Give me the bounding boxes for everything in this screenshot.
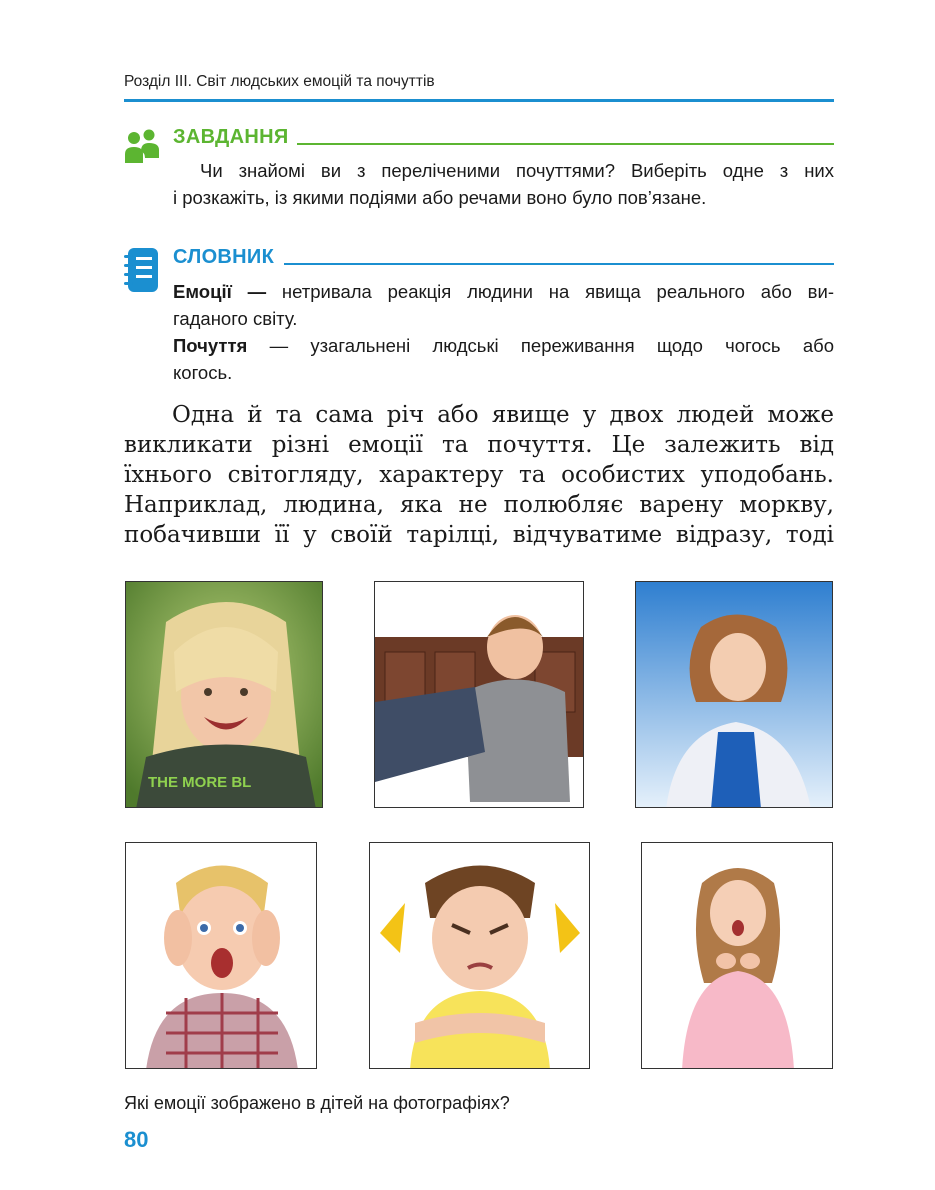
- term-emotions: Емоції —: [173, 281, 267, 302]
- angry-girl-illustration: [370, 843, 590, 1069]
- excited-girl-illustration: [642, 843, 833, 1069]
- photo-superhero-girl: [635, 581, 833, 808]
- task-line-2: і розкажіть, із якими подіями або речами воно було пов’язане.: [173, 187, 707, 208]
- photo-angry-girl: [369, 842, 590, 1069]
- definition-feelings-1: — узагальнені людські переживання щодо чогось або: [269, 335, 834, 356]
- definition-emotions-2: гаданого світу.: [173, 308, 298, 329]
- shirt-print: THE MORE BL: [148, 774, 252, 791]
- people-group-icon: [124, 128, 160, 164]
- chapter-header: Розділ ІІІ. Світ людських емоцій та почуттів: [124, 73, 435, 90]
- paragraph-line-4: Наприклад, людина, яка не полюбляє варену моркву,: [124, 492, 834, 518]
- dictionary-entry-1: [173, 278, 834, 305]
- shocked-boy-illustration: [126, 843, 317, 1069]
- paragraph-line-3: їхнього світогляду, характеру та особистих уподобань.: [124, 462, 834, 488]
- dictionary-title: СЛОВНИК: [173, 246, 275, 268]
- sulking-boy-illustration: [375, 582, 584, 808]
- dictionary-title-rule: [284, 263, 834, 265]
- dictionary-text: [173, 278, 834, 386]
- main-paragraph: [124, 400, 834, 550]
- paragraph-line-1: Одна й та сама річ або явище у двох людей може: [172, 402, 834, 428]
- paragraph-line-5: побачивши її у своїй тарілці, відчуватиме відразу, тоді: [124, 522, 834, 548]
- task-text: [173, 157, 834, 211]
- page-number: 80: [124, 1127, 149, 1152]
- notebook-icon: [122, 247, 160, 293]
- photo-question: Які емоції зображено в дітей на фотографіях?: [124, 1093, 510, 1113]
- definition-feelings-2: когось.: [173, 362, 233, 383]
- superhero-girl-illustration: [636, 582, 833, 808]
- term-feelings: Почуття: [173, 335, 248, 356]
- dictionary-entry-2: [173, 332, 834, 359]
- paragraph-line-2: викликати різні емоції та почуття. Це залежить від: [124, 432, 834, 458]
- photo-shocked-boy: [125, 842, 317, 1069]
- task-line-1: Чи знайомі ви з переліченими почуттями? Виберіть одне з них: [200, 160, 834, 181]
- header-rule: [124, 99, 834, 102]
- photo-excited-girl: [641, 842, 833, 1069]
- happy-girl-illustration: [126, 582, 323, 808]
- definition-emotions-1: нетривала реакція людини на явища реального або ви-: [281, 281, 835, 302]
- task-title: ЗАВДАННЯ: [173, 126, 289, 148]
- photo-sulking-boy: [374, 581, 584, 808]
- task-title-rule: [297, 143, 834, 145]
- photo-happy-girl: [125, 581, 323, 808]
